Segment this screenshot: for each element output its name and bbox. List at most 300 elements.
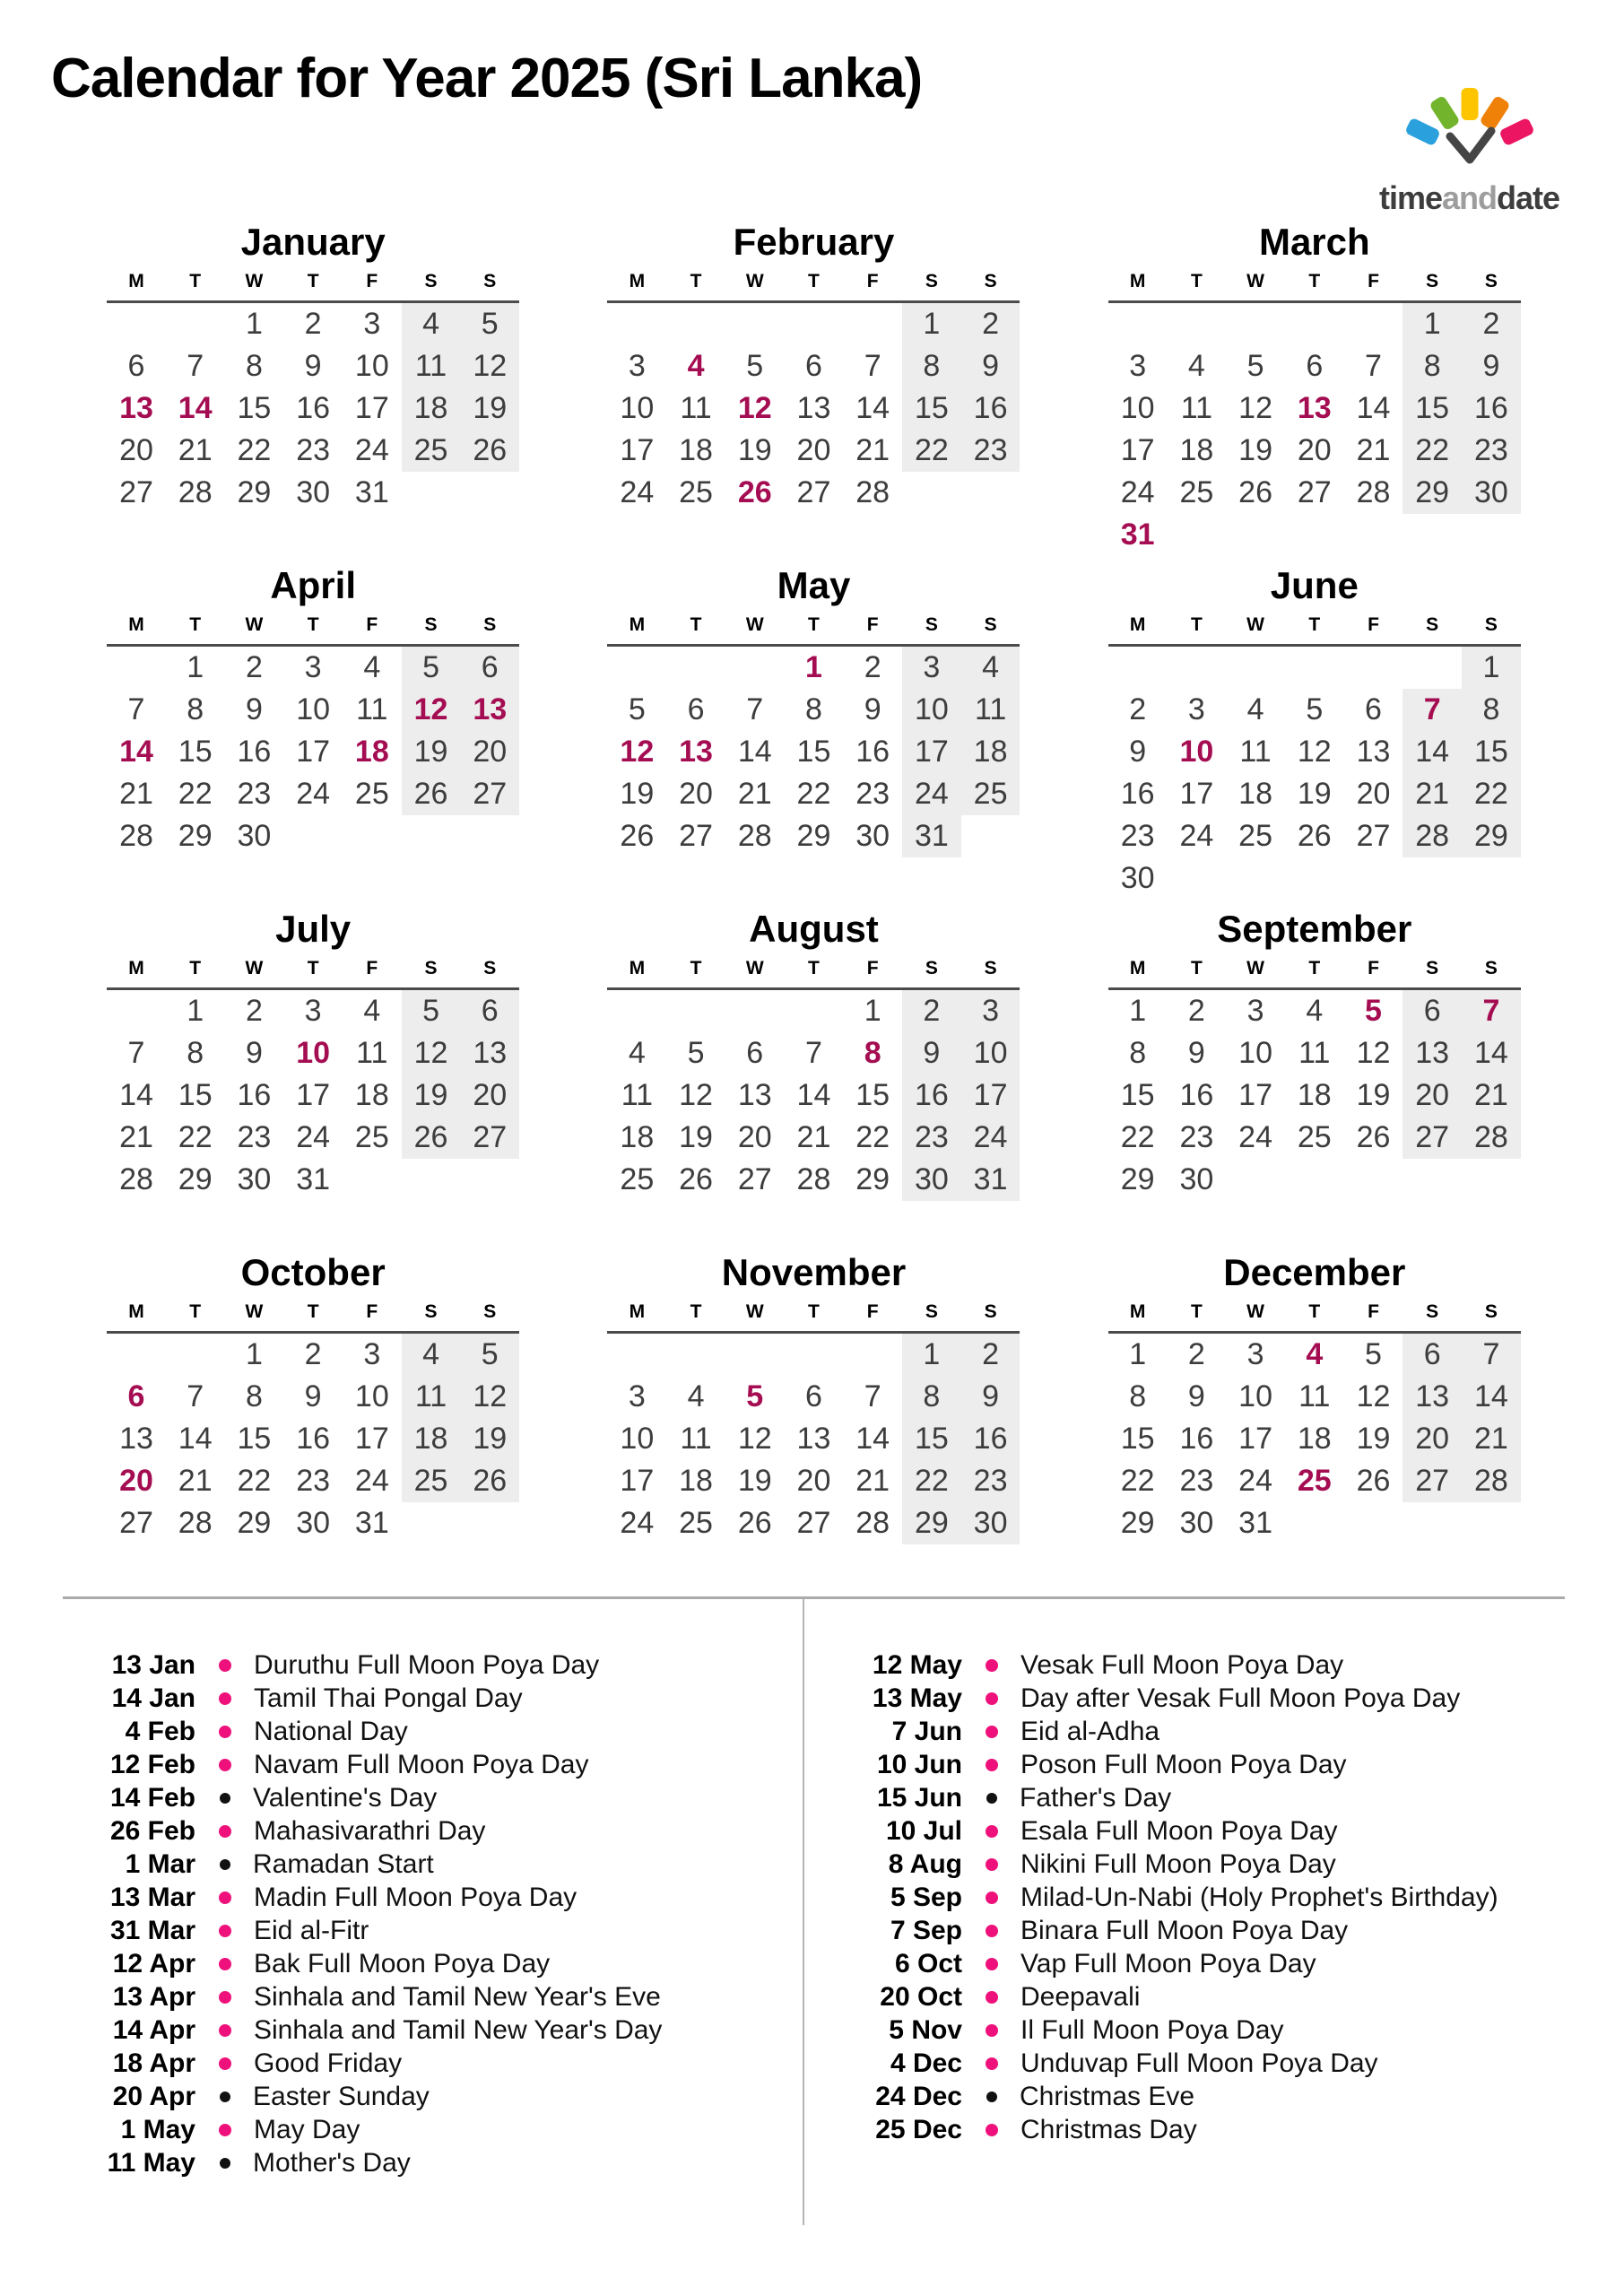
day-cell: 1	[1462, 646, 1521, 690]
month-august	[607, 909, 1020, 1253]
month-october	[107, 1253, 519, 1596]
holiday-dot-icon	[219, 2024, 231, 2037]
day-cell: 15	[1462, 731, 1521, 773]
holiday-date: 1 May	[120, 2114, 195, 2144]
day-cell: 10	[296, 692, 331, 726]
day-cell: 18	[1297, 1422, 1332, 1456]
day-cell: 6	[127, 349, 145, 383]
day-cell	[725, 1333, 785, 1377]
holiday-dot-icon	[219, 1659, 231, 1672]
weekday-header: W	[1226, 614, 1285, 646]
day-cell: 11	[402, 345, 461, 387]
weekday-header: T	[1285, 1301, 1344, 1333]
day-cell	[1108, 646, 1168, 690]
day-cell: 12	[679, 1078, 713, 1112]
day-cell: 30	[1179, 1162, 1214, 1196]
holiday-row	[829, 1848, 1565, 1881]
day-cell: 5	[1246, 349, 1264, 383]
day-cell: 11	[1298, 1379, 1331, 1413]
day-cell: 30	[1462, 472, 1521, 514]
day-cell	[1462, 514, 1521, 556]
weekday-header: S	[460, 271, 519, 302]
day-cell	[725, 302, 785, 346]
weekday-header: F	[343, 1301, 402, 1333]
day-cell: 17	[1120, 433, 1155, 467]
day-cell: 9	[864, 692, 881, 726]
day-cell: 29	[1120, 1506, 1155, 1540]
day-cell: 30	[237, 1162, 272, 1196]
day-cell: 11	[680, 1422, 712, 1456]
month-title: June	[1270, 564, 1359, 606]
month-title: February	[733, 221, 895, 263]
month-january	[107, 222, 519, 566]
weekday-header: W	[725, 958, 785, 989]
day-cell: 19	[1297, 777, 1332, 811]
day-cell: 3	[363, 307, 381, 341]
day-cell: 29	[178, 1162, 213, 1196]
holiday-date: 10 Jun	[876, 1749, 962, 1779]
day-cell: 15	[902, 387, 961, 430]
day-cell: 28	[1356, 475, 1391, 509]
logo-word-date: date	[1497, 179, 1560, 216]
day-cell: 10	[1120, 391, 1155, 425]
day-cell: 21	[796, 1120, 831, 1154]
day-cell	[843, 1333, 902, 1377]
day-cell: 15	[178, 1078, 213, 1112]
day-cell: 21	[1356, 433, 1391, 467]
day-cell: 5	[687, 1036, 705, 1070]
weekday-header: S	[402, 271, 461, 302]
day-cell: 9	[1462, 345, 1521, 387]
holiday-name: Sinhala and Tamil New Year's Day	[254, 2014, 663, 2045]
day-cell: 24	[902, 773, 961, 815]
holiday-name: Day after Vesak Full Moon Poya Day	[1020, 1683, 1461, 1713]
day-cell: 23	[855, 777, 890, 811]
day-cell	[1285, 1502, 1344, 1544]
day-cell	[1344, 646, 1403, 690]
day-cell: 23	[1179, 1464, 1214, 1498]
day-cell: 5	[628, 692, 646, 726]
day-cell: 19	[620, 777, 655, 811]
day-cell: 12	[402, 689, 461, 731]
day-cell: 24	[620, 475, 655, 509]
day-cell: 22	[1120, 1120, 1155, 1154]
day-cell: 20	[1403, 1074, 1462, 1117]
day-cell	[902, 472, 961, 514]
day-cell: 25	[1179, 475, 1214, 509]
day-cell: 5	[402, 989, 461, 1033]
holiday-date: 5 Nov	[889, 2014, 962, 2045]
month-table	[1108, 614, 1521, 900]
day-cell: 26	[460, 430, 519, 472]
day-cell: 14	[178, 391, 213, 425]
weekday-header: T	[1285, 614, 1344, 646]
holiday-row	[63, 1748, 798, 1781]
day-cell: 1	[187, 650, 204, 684]
day-cell: 25	[679, 1506, 713, 1540]
day-cell: 18	[961, 731, 1020, 773]
day-cell: 22	[1462, 773, 1521, 815]
day-cell: 31	[961, 1159, 1020, 1201]
weekday-header: T	[166, 271, 225, 302]
observance-dot-icon	[220, 2092, 230, 2102]
weekday-header: F	[1344, 614, 1403, 646]
day-cell: 6	[127, 1379, 145, 1413]
day-cell	[1285, 646, 1344, 690]
day-cell	[1462, 1159, 1521, 1201]
day-cell	[107, 302, 166, 346]
holiday-row	[63, 2047, 798, 2080]
day-cell	[1285, 857, 1344, 900]
day-cell: 22	[178, 1120, 213, 1154]
holiday-name: Nikini Full Moon Poya Day	[1020, 1848, 1336, 1879]
weekday-header: T	[1168, 1301, 1227, 1333]
day-cell: 7	[127, 1036, 145, 1070]
weekday-header: W	[225, 958, 284, 989]
day-cell	[666, 646, 725, 690]
day-cell: 16	[1462, 387, 1521, 430]
logo-wordmark	[1368, 179, 1570, 217]
day-cell: 27	[1356, 819, 1391, 853]
day-cell: 20	[1356, 777, 1391, 811]
weekday-header: S	[1462, 271, 1521, 302]
holiday-row	[829, 1682, 1565, 1715]
day-cell: 27	[119, 475, 153, 509]
holiday-date: 31 Mar	[109, 1915, 195, 1945]
day-cell: 9	[961, 1376, 1020, 1418]
holiday-row	[829, 2047, 1565, 2080]
day-cell: 15	[796, 735, 831, 769]
holiday-dot-icon	[986, 2057, 998, 2070]
day-cell: 19	[402, 731, 461, 773]
holiday-row	[829, 1748, 1565, 1781]
day-cell: 17	[1238, 1422, 1272, 1456]
day-cell	[1168, 302, 1227, 346]
day-cell: 18	[1297, 1078, 1332, 1112]
month-title: August	[749, 908, 879, 950]
day-cell: 19	[1356, 1422, 1391, 1456]
holiday-name: Mahasivarathri Day	[254, 1815, 486, 1846]
day-cell: 31	[1120, 517, 1155, 552]
day-cell: 26	[737, 1506, 772, 1540]
holiday-dot-icon	[986, 1958, 998, 1970]
day-cell: 25	[354, 777, 389, 811]
day-cell: 29	[237, 475, 272, 509]
day-cell: 23	[296, 433, 331, 467]
day-cell: 16	[237, 1078, 272, 1112]
holiday-dot-icon	[219, 1991, 231, 2004]
day-cell: 8	[864, 1036, 881, 1070]
day-cell: 15	[178, 735, 213, 769]
day-cell: 4	[687, 349, 705, 383]
day-cell: 4	[687, 1379, 705, 1413]
day-cell: 7	[1365, 349, 1382, 383]
day-cell: 19	[460, 387, 519, 430]
day-cell: 11	[402, 1376, 461, 1418]
weekday-header: T	[666, 271, 725, 302]
months-grid	[63, 222, 1565, 1596]
day-cell: 20	[1403, 1418, 1462, 1460]
day-cell: 17	[354, 391, 389, 425]
day-cell: 1	[245, 1337, 263, 1371]
holiday-date: 12 May	[872, 1649, 962, 1680]
day-cell: 3	[1187, 692, 1205, 726]
holiday-date: 14 Feb	[109, 1782, 195, 1813]
holiday-date: 5 Sep	[890, 1882, 962, 1912]
holiday-row	[63, 1881, 798, 1914]
holiday-name: Poson Full Moon Poya Day	[1020, 1749, 1347, 1779]
day-cell: 31	[354, 1506, 389, 1540]
holiday-name: Navam Full Moon Poya Day	[254, 1749, 589, 1779]
holiday-row	[829, 2080, 1565, 2113]
day-cell: 9	[961, 345, 1020, 387]
day-cell: 7	[864, 1379, 881, 1413]
holiday-name: Christmas Day	[1020, 2114, 1197, 2144]
day-cell	[961, 815, 1020, 857]
weekday-header: F	[343, 958, 402, 989]
day-cell: 8	[187, 692, 204, 726]
month-june	[1108, 566, 1521, 909]
holiday-dot-icon	[986, 2124, 998, 2136]
weekday-header: F	[843, 1301, 902, 1333]
day-cell: 13	[1356, 735, 1391, 769]
day-cell: 24	[296, 777, 331, 811]
day-cell: 4	[961, 646, 1020, 690]
day-cell: 17	[961, 1074, 1020, 1117]
day-cell: 3	[304, 994, 322, 1028]
holiday-name: Madin Full Moon Poya Day	[254, 1882, 578, 1912]
day-cell: 20	[119, 433, 153, 467]
day-cell: 6	[804, 349, 822, 383]
day-cell	[1344, 857, 1403, 900]
day-cell: 2	[902, 989, 961, 1033]
month-title: April	[270, 564, 356, 606]
day-cell	[1168, 857, 1227, 900]
holiday-date: 20 Oct	[880, 1981, 962, 2012]
day-cell: 6	[1403, 989, 1462, 1033]
day-cell: 18	[620, 1120, 655, 1154]
holiday-dot-icon	[986, 1726, 998, 1738]
day-cell: 26	[1238, 475, 1272, 509]
day-cell: 16	[237, 735, 272, 769]
weekday-header: W	[725, 614, 785, 646]
day-cell: 6	[1403, 1333, 1462, 1377]
day-cell: 21	[1462, 1418, 1521, 1460]
weekday-header: F	[1344, 958, 1403, 989]
day-cell: 1	[804, 650, 822, 684]
day-cell: 9	[304, 1379, 322, 1413]
day-cell: 27	[679, 819, 713, 853]
holiday-dot-icon	[219, 1692, 231, 1705]
weekday-header: S	[402, 958, 461, 989]
day-cell: 12	[460, 345, 519, 387]
holiday-row	[829, 1947, 1565, 1980]
observance-dot-icon	[986, 1793, 997, 1804]
day-cell: 6	[1365, 692, 1382, 726]
weekday-header: M	[1108, 958, 1168, 989]
day-cell: 28	[119, 1162, 153, 1196]
weekday-header: T	[283, 271, 343, 302]
weekday-header: S	[961, 1301, 1020, 1333]
day-cell	[1285, 302, 1344, 346]
day-cell: 24	[1238, 1464, 1272, 1498]
day-cell	[843, 302, 902, 346]
weekday-header: M	[607, 958, 666, 989]
holiday-name: Sinhala and Tamil New Year's Eve	[254, 1981, 661, 2012]
holiday-date: 13 Jan	[111, 1649, 195, 1680]
day-cell: 25	[961, 773, 1020, 815]
page-title: Calendar for Year 2025 (Sri Lanka)	[51, 48, 923, 109]
day-cell	[1226, 857, 1285, 900]
day-cell	[607, 646, 666, 690]
day-cell: 30	[1120, 861, 1155, 895]
day-cell: 20	[460, 1074, 519, 1117]
day-cell	[785, 1333, 844, 1377]
day-cell: 12	[1297, 735, 1332, 769]
holiday-name: Bak Full Moon Poya Day	[254, 1948, 551, 1979]
day-cell: 22	[902, 430, 961, 472]
holiday-name: Easter Sunday	[253, 2081, 430, 2111]
day-cell: 10	[354, 1379, 389, 1413]
day-cell: 6	[460, 989, 519, 1033]
day-cell: 16	[961, 387, 1020, 430]
day-cell: 2	[961, 302, 1020, 346]
day-cell: 21	[855, 1464, 890, 1498]
weekday-header: T	[166, 1301, 225, 1333]
day-cell: 21	[119, 1120, 153, 1154]
weekday-header: W	[725, 271, 785, 302]
day-cell: 28	[1462, 1117, 1521, 1159]
day-cell: 8	[187, 1036, 204, 1070]
day-cell: 28	[1403, 815, 1462, 857]
day-cell: 3	[1246, 994, 1264, 1028]
day-cell: 9	[245, 1036, 263, 1070]
day-cell: 13	[1297, 391, 1332, 425]
month-may	[607, 566, 1020, 909]
day-cell: 18	[679, 1464, 713, 1498]
day-cell: 20	[679, 777, 713, 811]
month-table	[1108, 1301, 1521, 1544]
day-cell	[107, 646, 166, 690]
month-table	[107, 271, 519, 514]
weekday-header: S	[902, 1301, 961, 1333]
day-cell	[1226, 302, 1285, 346]
weekday-header: T	[1168, 958, 1227, 989]
weekday-header: T	[785, 614, 844, 646]
day-cell: 14	[855, 391, 890, 425]
holiday-date: 10 Jul	[885, 1815, 962, 1846]
day-cell: 25	[402, 430, 461, 472]
day-cell	[107, 989, 166, 1033]
day-cell: 27	[737, 1162, 772, 1196]
day-cell: 30	[237, 819, 272, 853]
day-cell: 24	[1120, 475, 1155, 509]
day-cell: 17	[1179, 777, 1214, 811]
day-cell: 8	[1403, 345, 1462, 387]
day-cell: 27	[1403, 1117, 1462, 1159]
day-cell: 10	[296, 1036, 331, 1070]
month-april	[107, 566, 519, 909]
day-cell: 29	[1120, 1162, 1155, 1196]
weekday-header: S	[1462, 614, 1521, 646]
weekday-header: M	[1108, 614, 1168, 646]
day-cell: 22	[902, 1460, 961, 1502]
holiday-dot-icon	[986, 1692, 998, 1705]
day-cell: 4	[1306, 1337, 1324, 1371]
weekday-header: S	[460, 958, 519, 989]
holiday-name: Eid al-Adha	[1020, 1716, 1160, 1746]
day-cell: 18	[402, 1418, 461, 1460]
day-cell	[402, 1159, 461, 1201]
day-cell: 23	[296, 1464, 331, 1498]
day-cell: 25	[620, 1162, 655, 1196]
day-cell: 8	[1129, 1379, 1147, 1413]
day-cell: 21	[178, 433, 213, 467]
day-cell: 29	[902, 1502, 961, 1544]
day-cell	[1462, 1502, 1521, 1544]
holiday-row	[63, 1914, 798, 1947]
day-cell: 31	[296, 1162, 331, 1196]
day-cell: 23	[1462, 430, 1521, 472]
weekday-header: T	[785, 271, 844, 302]
holiday-row	[63, 1715, 798, 1748]
month-title: January	[240, 221, 386, 263]
weekday-header: S	[902, 614, 961, 646]
holiday-row	[829, 2013, 1565, 2047]
horizontal-divider	[63, 1596, 1565, 1599]
observance-dot-icon	[220, 1793, 230, 1804]
day-cell: 3	[628, 349, 646, 383]
day-cell: 23	[961, 430, 1020, 472]
weekday-header: S	[460, 614, 519, 646]
day-cell: 17	[620, 1464, 655, 1498]
day-cell: 26	[737, 475, 772, 509]
day-cell: 4	[363, 994, 381, 1028]
weekday-header: S	[1403, 1301, 1462, 1333]
holiday-name: Vap Full Moon Poya Day	[1020, 1948, 1316, 1979]
holiday-dot-icon	[219, 1925, 231, 1937]
day-cell: 23	[237, 777, 272, 811]
holiday-row	[63, 1781, 798, 1814]
holiday-row	[63, 1814, 798, 1848]
day-cell: 13	[796, 1422, 831, 1456]
holiday-date: 1 Mar	[125, 1848, 195, 1879]
weekday-header: S	[902, 958, 961, 989]
day-cell: 16	[961, 1418, 1020, 1460]
month-february	[607, 222, 1020, 566]
day-cell: 13	[119, 1422, 153, 1456]
day-cell: 6	[687, 692, 705, 726]
holiday-date: 7 Sep	[890, 1915, 962, 1945]
day-cell: 25	[1297, 1120, 1332, 1154]
day-cell: 24	[354, 433, 389, 467]
holiday-name: Valentine's Day	[253, 1782, 438, 1813]
weekday-header: F	[343, 614, 402, 646]
holiday-name: Duruthu Full Moon Poya Day	[254, 1649, 600, 1680]
weekday-header: F	[1344, 1301, 1403, 1333]
day-cell: 9	[245, 692, 263, 726]
holiday-row	[63, 1648, 798, 1682]
day-cell: 20	[796, 433, 831, 467]
day-cell: 1	[864, 994, 881, 1028]
weekday-header: S	[961, 271, 1020, 302]
holiday-row	[829, 1715, 1565, 1748]
day-cell: 7	[1462, 989, 1521, 1033]
day-cell: 23	[1179, 1120, 1214, 1154]
weekday-header: T	[785, 1301, 844, 1333]
day-cell: 26	[402, 773, 461, 815]
weekday-header: T	[283, 614, 343, 646]
